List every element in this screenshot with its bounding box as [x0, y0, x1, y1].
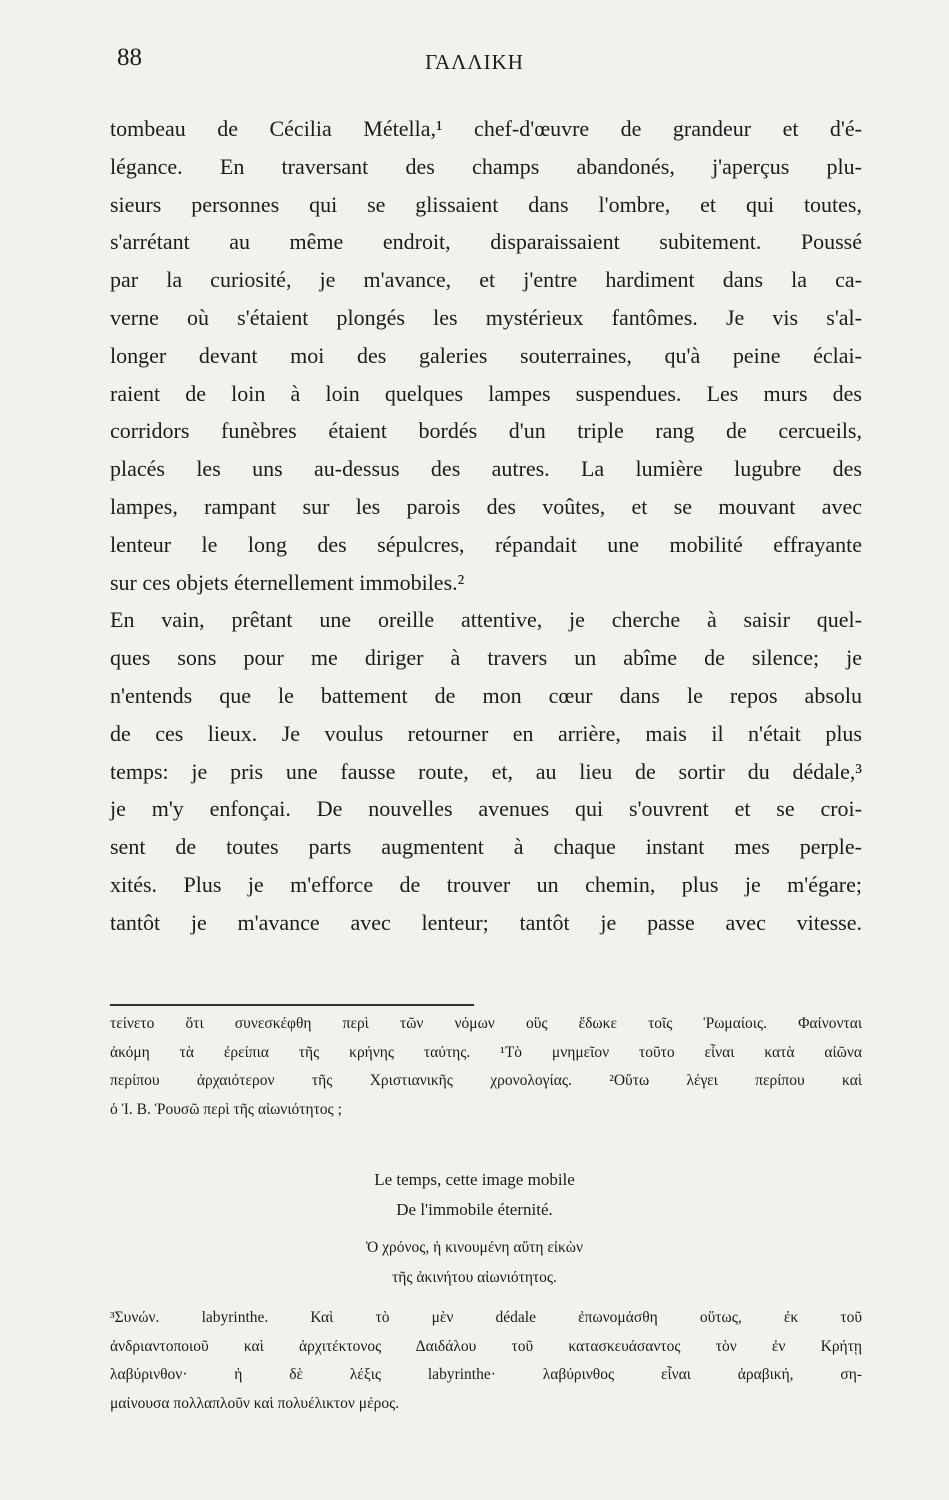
poem-line: De l'immobile éternité. — [396, 1200, 553, 1219]
text-line: sieurs personnes qui se glissaient dans l'ombre, et qui toutes, — [110, 191, 862, 217]
poem-line: Ὁ χρόνος, ἡ κινουμένη αὕτη εἰκὼν — [365, 1239, 584, 1256]
footnote-line: μαίνουσα πολλαπλοῦν καὶ πολυέλικτον μέρος. — [110, 1394, 400, 1412]
text-line: lenteur le long des sépulcres, répandait une mobilité effrayante — [110, 531, 862, 557]
running-head: ΓΑΛΛΙΚΗ — [425, 50, 524, 74]
text-line: ques sons pour me diriger à travers un abîme de silence; je — [110, 645, 862, 671]
text-line: En vain, prêtant une oreille attentive, je cherche à saisir quel- — [110, 607, 862, 633]
footnotes-bottom — [110, 1304, 862, 1418]
text-line: par la curiosité, je m'avance, et j'entre hardiment dans la ca- — [110, 267, 862, 293]
text-line: placés les uns au-dessus des autres. La lumière lugubre des — [110, 456, 862, 482]
footnote-divider — [110, 1004, 474, 1006]
text-line: corridors funèbres étaient bordés d'un triple rang de cercueils, — [110, 418, 862, 444]
poem-french — [0, 1165, 949, 1225]
footnote-line: τείνετο ὅτι συνεσκέφθη περὶ τῶν νόμων οὓς ἔδωκε τοῖς Ῥωμαίοις. Φαίνονται — [110, 1015, 862, 1032]
text-line: sent de toutes parts augmentent à chaque instant mes perple- — [110, 834, 862, 860]
text-line: de ces lieux. Je voulus retourner en arrière, mais il n'était plus — [110, 720, 862, 746]
footnote-line: περίπου ἀρχαιότερον τῆς Χριστιανικῆς χρονολογίας. ²Οὕτω λέγει περίπου καὶ — [110, 1072, 862, 1090]
main-text — [110, 110, 862, 942]
text-line: tantôt je m'avance avec lenteur; tantôt je passe avec vitesse. — [110, 909, 862, 935]
text-line: n'entends que le battement de mon cœur dans le repos absolu — [110, 682, 862, 708]
text-line: temps: je pris une fausse route, et, au lieu de sortir du dédale,³ — [110, 758, 862, 784]
footnote-line: ἀνδριαντοποιοῦ καὶ ἀρχιτέκτονος Δαιδάλου τοῦ κατασκευάσαντος τὸν ἐν Κρήτῃ — [110, 1337, 862, 1355]
text-line: longer devant moi des galeries souterraines, qu'à peine éclai- — [110, 342, 862, 368]
text-line: xités. Plus je m'efforce de trouver un chemin, plus je m'égare; — [110, 871, 862, 897]
footnote-line: ὁ Ἰ. Β. Ῥουσῶ περὶ τῆς αἰωνιότητος ; — [110, 1100, 342, 1118]
footnote-line: ³Συνών. labyrinthe. Καὶ τὸ μὲν dédale ἐπωνομάσθη οὕτως, ἐκ τοῦ — [110, 1309, 862, 1326]
text-line: raient de loin à loin quelques lampes suspendues. Les murs des — [110, 380, 862, 406]
text-line: sur ces objets éternellement immobiles.² — [110, 569, 465, 595]
poem-line: τῆς ἀκινήτου αἰωνιότητος. — [392, 1269, 557, 1286]
poem-line: Le temps, cette image mobile — [374, 1170, 575, 1189]
footnote-line: ἀκόμη τὰ ἐρείπια τῆς κρήνης ταύτης. ¹Τὸ μνημεῖον τοῦτο εἶναι κατὰ αἰῶνα — [110, 1043, 862, 1061]
footnotes-top — [110, 1010, 862, 1124]
text-line: lampes, rampant sur les parois des voûtes, et se mouvant avec — [110, 493, 862, 519]
text-line: s'arrétant au même endroit, disparaissaient subitement. Poussé — [110, 229, 862, 255]
text-line: légance. En traversant des champs abandonés, j'aperçus plu- — [110, 153, 862, 179]
text-line: je m'y enfonçai. De nouvelles avenues qui s'ouvrent et se croi- — [110, 796, 862, 822]
page-number: 88 — [117, 44, 142, 71]
footnote-line: λαβύρινθον· ἡ δὲ λέξις labyrinthe· λαβύρινθος εἶναι ἀραβική, ση- — [110, 1366, 862, 1384]
text-line: verne où s'étaient plongés les mystérieux fantômes. Je vis s'al- — [110, 304, 862, 330]
poem-greek — [0, 1233, 949, 1293]
text-line: tombeau de Cécilia Métella,¹ chef-d'œuvre de grandeur et d'é- — [110, 116, 862, 141]
